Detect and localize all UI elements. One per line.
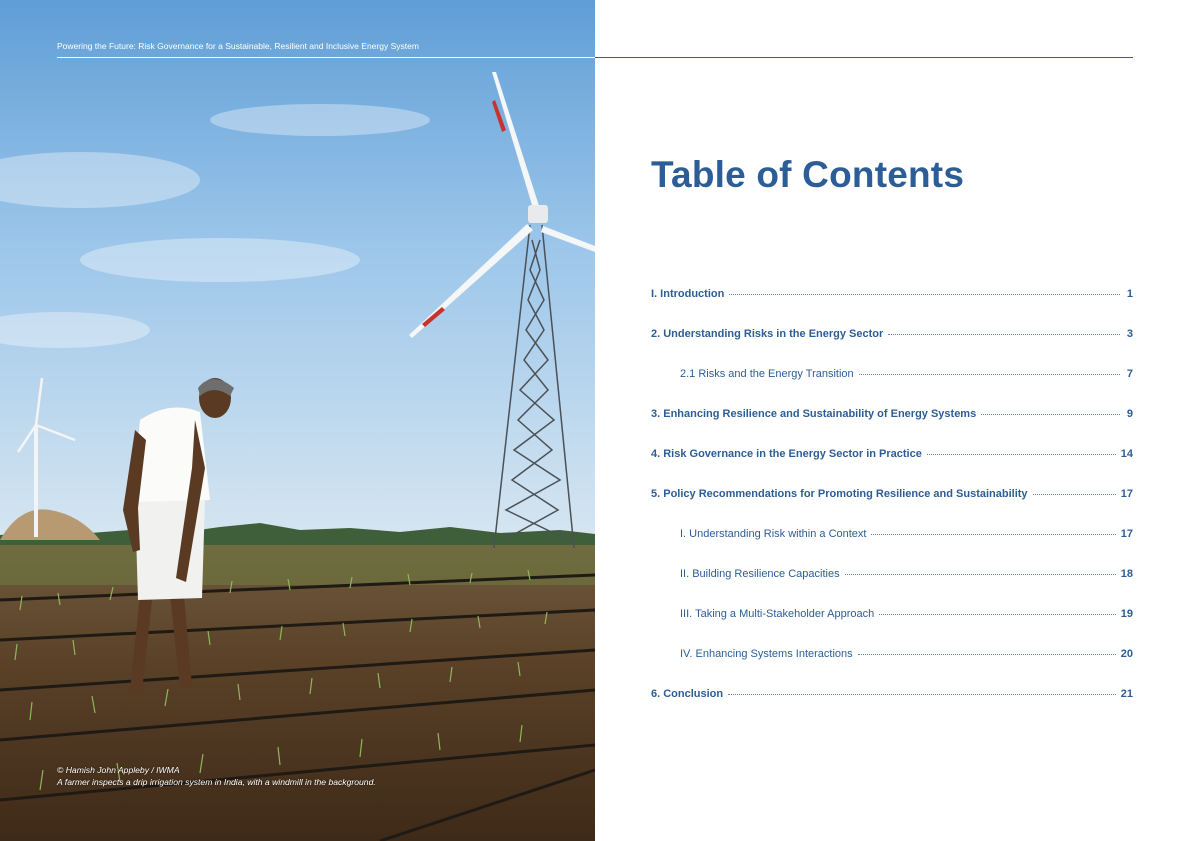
photo-caption <box>57 764 376 788</box>
dot-leader <box>871 534 1115 535</box>
photo-credit: © Hamish John Appleby / IWMA <box>57 765 180 775</box>
toc-list <box>651 288 1133 728</box>
header-rule-right <box>595 57 1133 58</box>
toc-entry-page: 17 <box>1120 528 1133 540</box>
photo-description: A farmer inspects a drip irrigation system in India, with a windmill in the background. <box>57 777 376 787</box>
toc-entry-page: 9 <box>1126 408 1133 420</box>
toc-entry-label: II. Building Resilience Capacities <box>680 568 840 580</box>
toc-entry-policy-recommendations[interactable] <box>651 488 1133 528</box>
toc-entry-page: 21 <box>1120 688 1133 700</box>
toc-entry-label: 5. Policy Recommendations for Promoting Resilience and Sustainability <box>651 488 1028 500</box>
dot-leader <box>879 614 1116 615</box>
toc-entry-building-resilience[interactable] <box>651 568 1133 608</box>
toc-entry-multi-stakeholder[interactable] <box>651 608 1133 648</box>
dot-leader <box>845 574 1116 575</box>
toc-entry-label: 6. Conclusion <box>651 688 724 700</box>
dot-leader <box>729 294 1120 295</box>
toc-entry-label: IV. Enhancing Systems Interactions <box>680 648 853 660</box>
toc-entry-enhancing-resilience[interactable] <box>651 408 1133 448</box>
toc-entry-page: 3 <box>1126 328 1133 340</box>
dot-leader <box>858 654 1116 655</box>
running-header: Powering the Future: Risk Governance for a Sustainable, Resilient and Inclusive Energy System <box>57 41 419 51</box>
toc-entry-page: 7 <box>1126 368 1133 380</box>
toc-entry-label: 4. Risk Governance in the Energy Sector in Practice <box>651 448 922 460</box>
dot-leader <box>981 414 1120 415</box>
toc-entry-risks-energy-transition[interactable] <box>651 368 1133 408</box>
dot-leader <box>728 694 1116 695</box>
toc-entry-page: 17 <box>1120 488 1133 500</box>
toc-entry-risk-governance-practice[interactable] <box>651 448 1133 488</box>
dot-leader <box>1033 494 1116 495</box>
toc-entry-page: 14 <box>1120 448 1133 460</box>
toc-entry-page: 18 <box>1120 568 1133 580</box>
dot-leader <box>859 374 1120 375</box>
toc-entry-label: 3. Enhancing Resilience and Sustainability of Energy Systems <box>651 408 977 420</box>
header-rule-left <box>57 57 595 58</box>
dot-leader <box>888 334 1120 335</box>
dot-leader <box>927 454 1116 455</box>
toc-entry-label: III. Taking a Multi-Stakeholder Approach <box>680 608 875 620</box>
toc-entry-page: 20 <box>1120 648 1133 660</box>
field <box>0 545 595 841</box>
toc-entry-systems-interactions[interactable] <box>651 648 1133 688</box>
toc-entry-label: 2. Understanding Risks in the Energy Sector <box>651 328 884 340</box>
toc-entry-label: I. Introduction <box>651 288 725 300</box>
toc-entry-conclusion[interactable] <box>651 688 1133 728</box>
toc-entry-label: I. Understanding Risk within a Context <box>680 528 867 540</box>
toc-entry-page: 19 <box>1120 608 1133 620</box>
toc-entry-label: 2.1 Risks and the Energy Transition <box>680 368 854 380</box>
toc-title: Table of Contents <box>651 154 965 195</box>
toc-entry-understanding-risks[interactable] <box>651 328 1133 368</box>
toc-entry-introduction[interactable] <box>651 288 1133 328</box>
toc-entry-understanding-risk-context[interactable] <box>651 528 1133 568</box>
toc-entry-page: 1 <box>1126 288 1133 300</box>
